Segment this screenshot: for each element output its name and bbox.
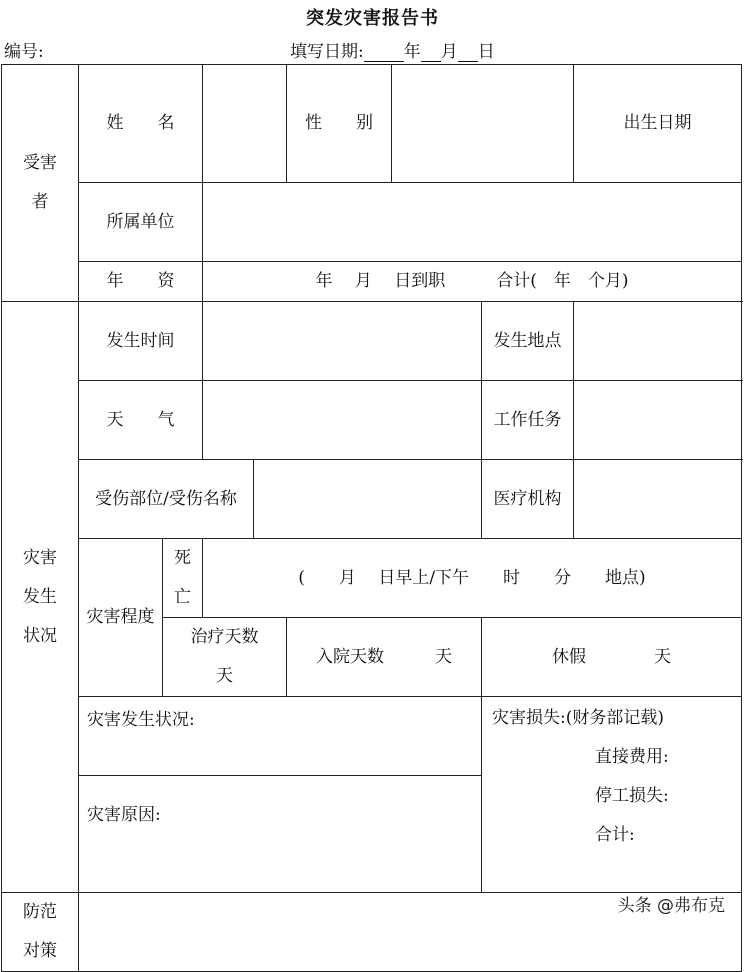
unit-value[interactable] [203, 183, 742, 262]
injury-label: 受伤部位/受伤名称 [79, 460, 254, 539]
degree-label: 灾害程度 [79, 539, 163, 697]
time-label: 发生时间 [79, 302, 203, 381]
report-table [1, 64, 742, 972]
status-field[interactable]: 灾害发生状况: [79, 697, 482, 776]
death-label: 死亡 [163, 539, 203, 618]
death-value: ( 月 日早上/下午 时 分 地点) [203, 539, 742, 618]
victim-section-label: 受害者 [2, 65, 79, 302]
year-label: 年 [403, 42, 421, 62]
total-cost-label: 合计: [595, 825, 635, 845]
document-title: 突发灾害报告书 [306, 8, 439, 29]
leave-label: 休假 天 [482, 618, 742, 697]
seniority-value: 年 月 日到职 合计( 年 个月) [203, 262, 742, 302]
loss-label: 灾害损失:(财务部记载) [492, 708, 664, 728]
year-blank[interactable] [364, 44, 404, 62]
date-line [290, 37, 495, 62]
unit-label: 所属单位 [79, 183, 203, 262]
time-value[interactable] [203, 302, 482, 381]
disaster-section-label: 灾害发生状况 [2, 302, 79, 893]
direct-cost-label: 直接费用: [595, 747, 669, 767]
cause-field[interactable]: 灾害原因: [79, 776, 482, 893]
month-blank[interactable] [421, 44, 441, 62]
loss-field[interactable] [482, 697, 742, 893]
medical-value[interactable] [574, 460, 742, 539]
task-label: 工作任务 [482, 381, 574, 460]
birth-label: 出生日期 [574, 65, 742, 183]
month-label: 月 [440, 42, 458, 62]
treat-days-label: 治疗天数 天 [163, 618, 287, 697]
injury-value[interactable] [254, 460, 482, 539]
task-value[interactable] [574, 381, 742, 460]
gender-label: 性 别 [287, 65, 392, 183]
name-label: 姓 名 [79, 65, 203, 183]
gender-value[interactable] [392, 65, 574, 183]
weather-value[interactable] [203, 381, 482, 460]
day-blank[interactable] [458, 44, 478, 62]
medical-label: 医疗机构 [482, 460, 574, 539]
number-label: 编号: [4, 42, 44, 62]
place-label: 发生地点 [482, 302, 574, 381]
hospital-days-label: 入院天数 天 [287, 618, 482, 697]
place-value[interactable] [574, 302, 742, 381]
weather-label: 天 气 [79, 381, 203, 460]
date-label: 填写日期: [290, 42, 364, 62]
name-value[interactable] [203, 65, 287, 183]
day-label: 日 [477, 42, 495, 62]
watermark: 头条 @弗布克 [617, 896, 725, 916]
seniority-label: 年 资 [79, 262, 203, 302]
prevention-label: 防范对策 [2, 893, 79, 972]
stop-loss-label: 停工损失: [595, 786, 669, 806]
